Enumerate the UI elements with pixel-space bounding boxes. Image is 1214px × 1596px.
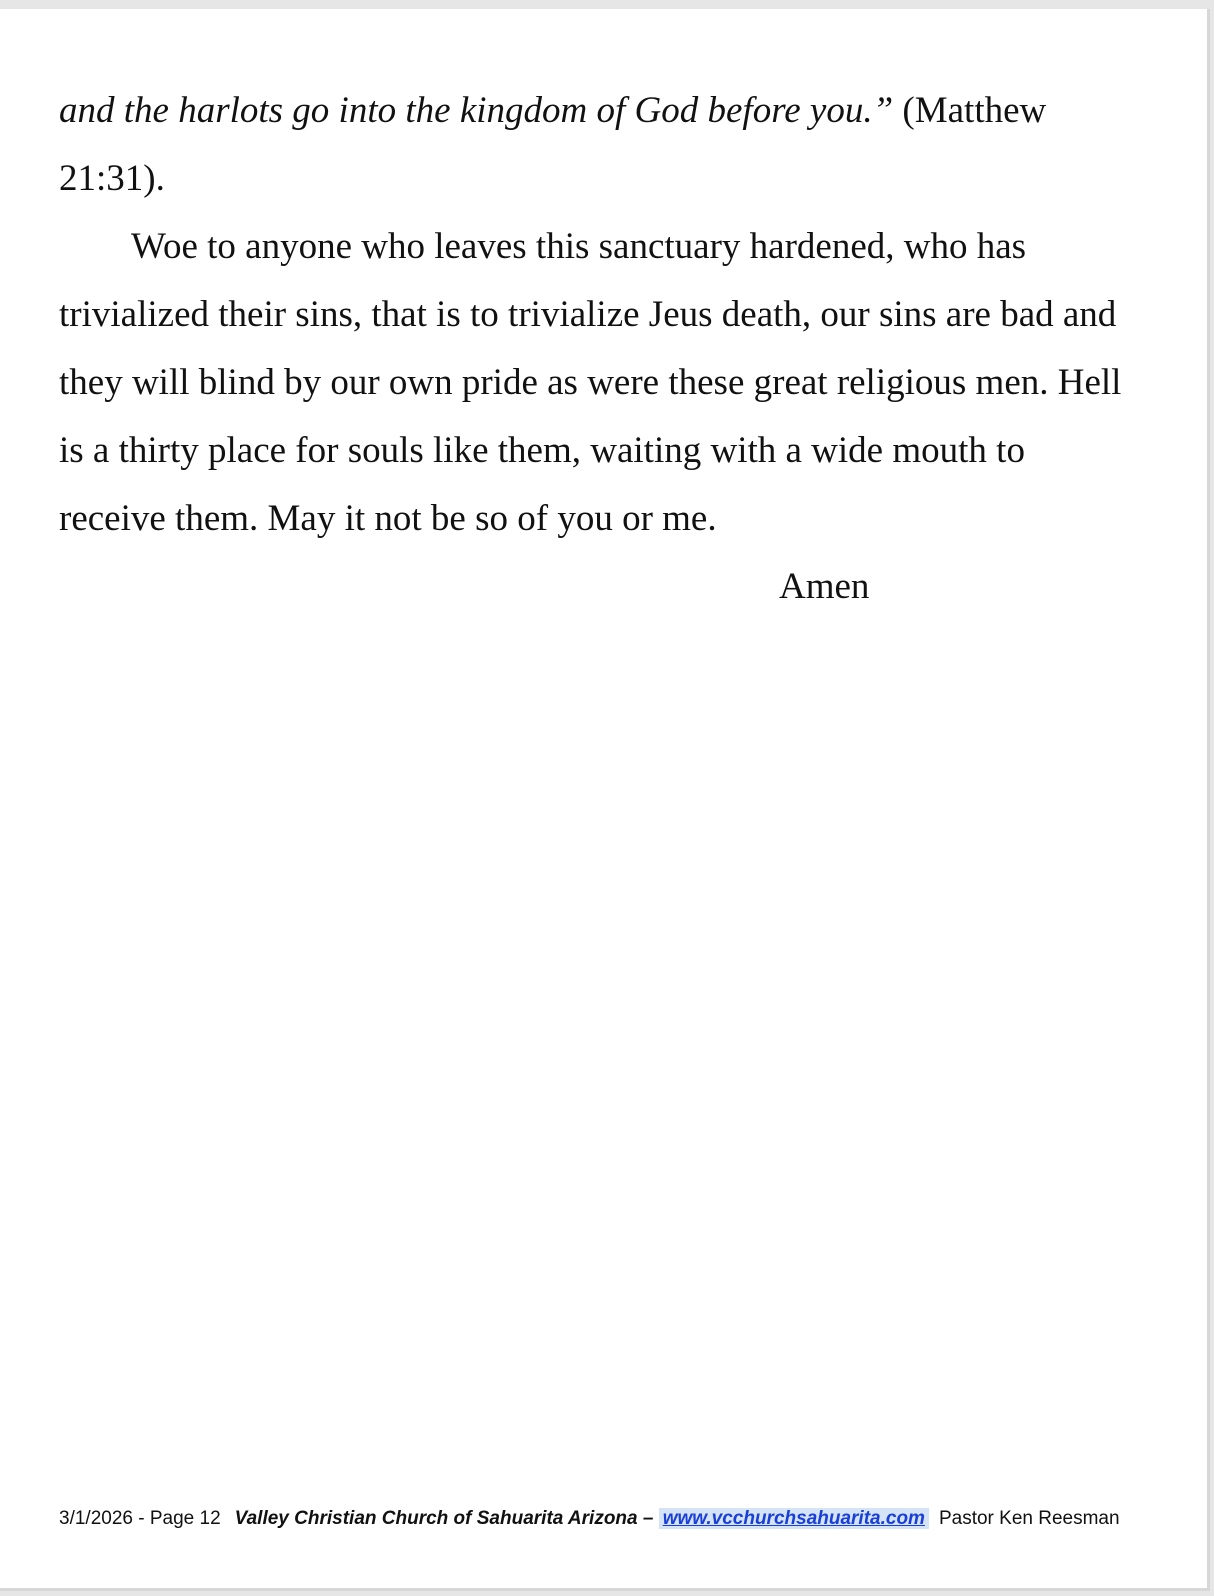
page-footer <box>59 1507 1149 1531</box>
page-body <box>59 77 1134 621</box>
scripture-paragraph <box>59 77 1134 213</box>
footer-pastor-name: Pastor Ken Reesman <box>938 1508 1120 1529</box>
footer-church-name: Valley Christian Church of Sahuarita Arizona – <box>234 1508 654 1529</box>
footer-website-link[interactable]: www.vcchurchsahuarita.com <box>659 1508 929 1529</box>
document-page <box>0 9 1210 1591</box>
closing-amen: Amen <box>779 566 870 607</box>
scripture-reference: (Matthew 21:31). <box>59 90 1047 199</box>
footer-date-page: 3/1/2026 - Page 12 <box>59 1508 221 1529</box>
sermon-paragraph: Woe to anyone who leaves this sanctuary hardened, who has trivialized their sins, that is to trivialize Jeus death, our sins are bad and they will blind by our own pride as were these great religious men. Hell is a thirty place for souls like them, waiting with a wide mouth to receive them. May it not be so of you or me. <box>59 226 1122 539</box>
scripture-quote: and the harlots go into the kingdom of God before you.” <box>59 90 894 131</box>
